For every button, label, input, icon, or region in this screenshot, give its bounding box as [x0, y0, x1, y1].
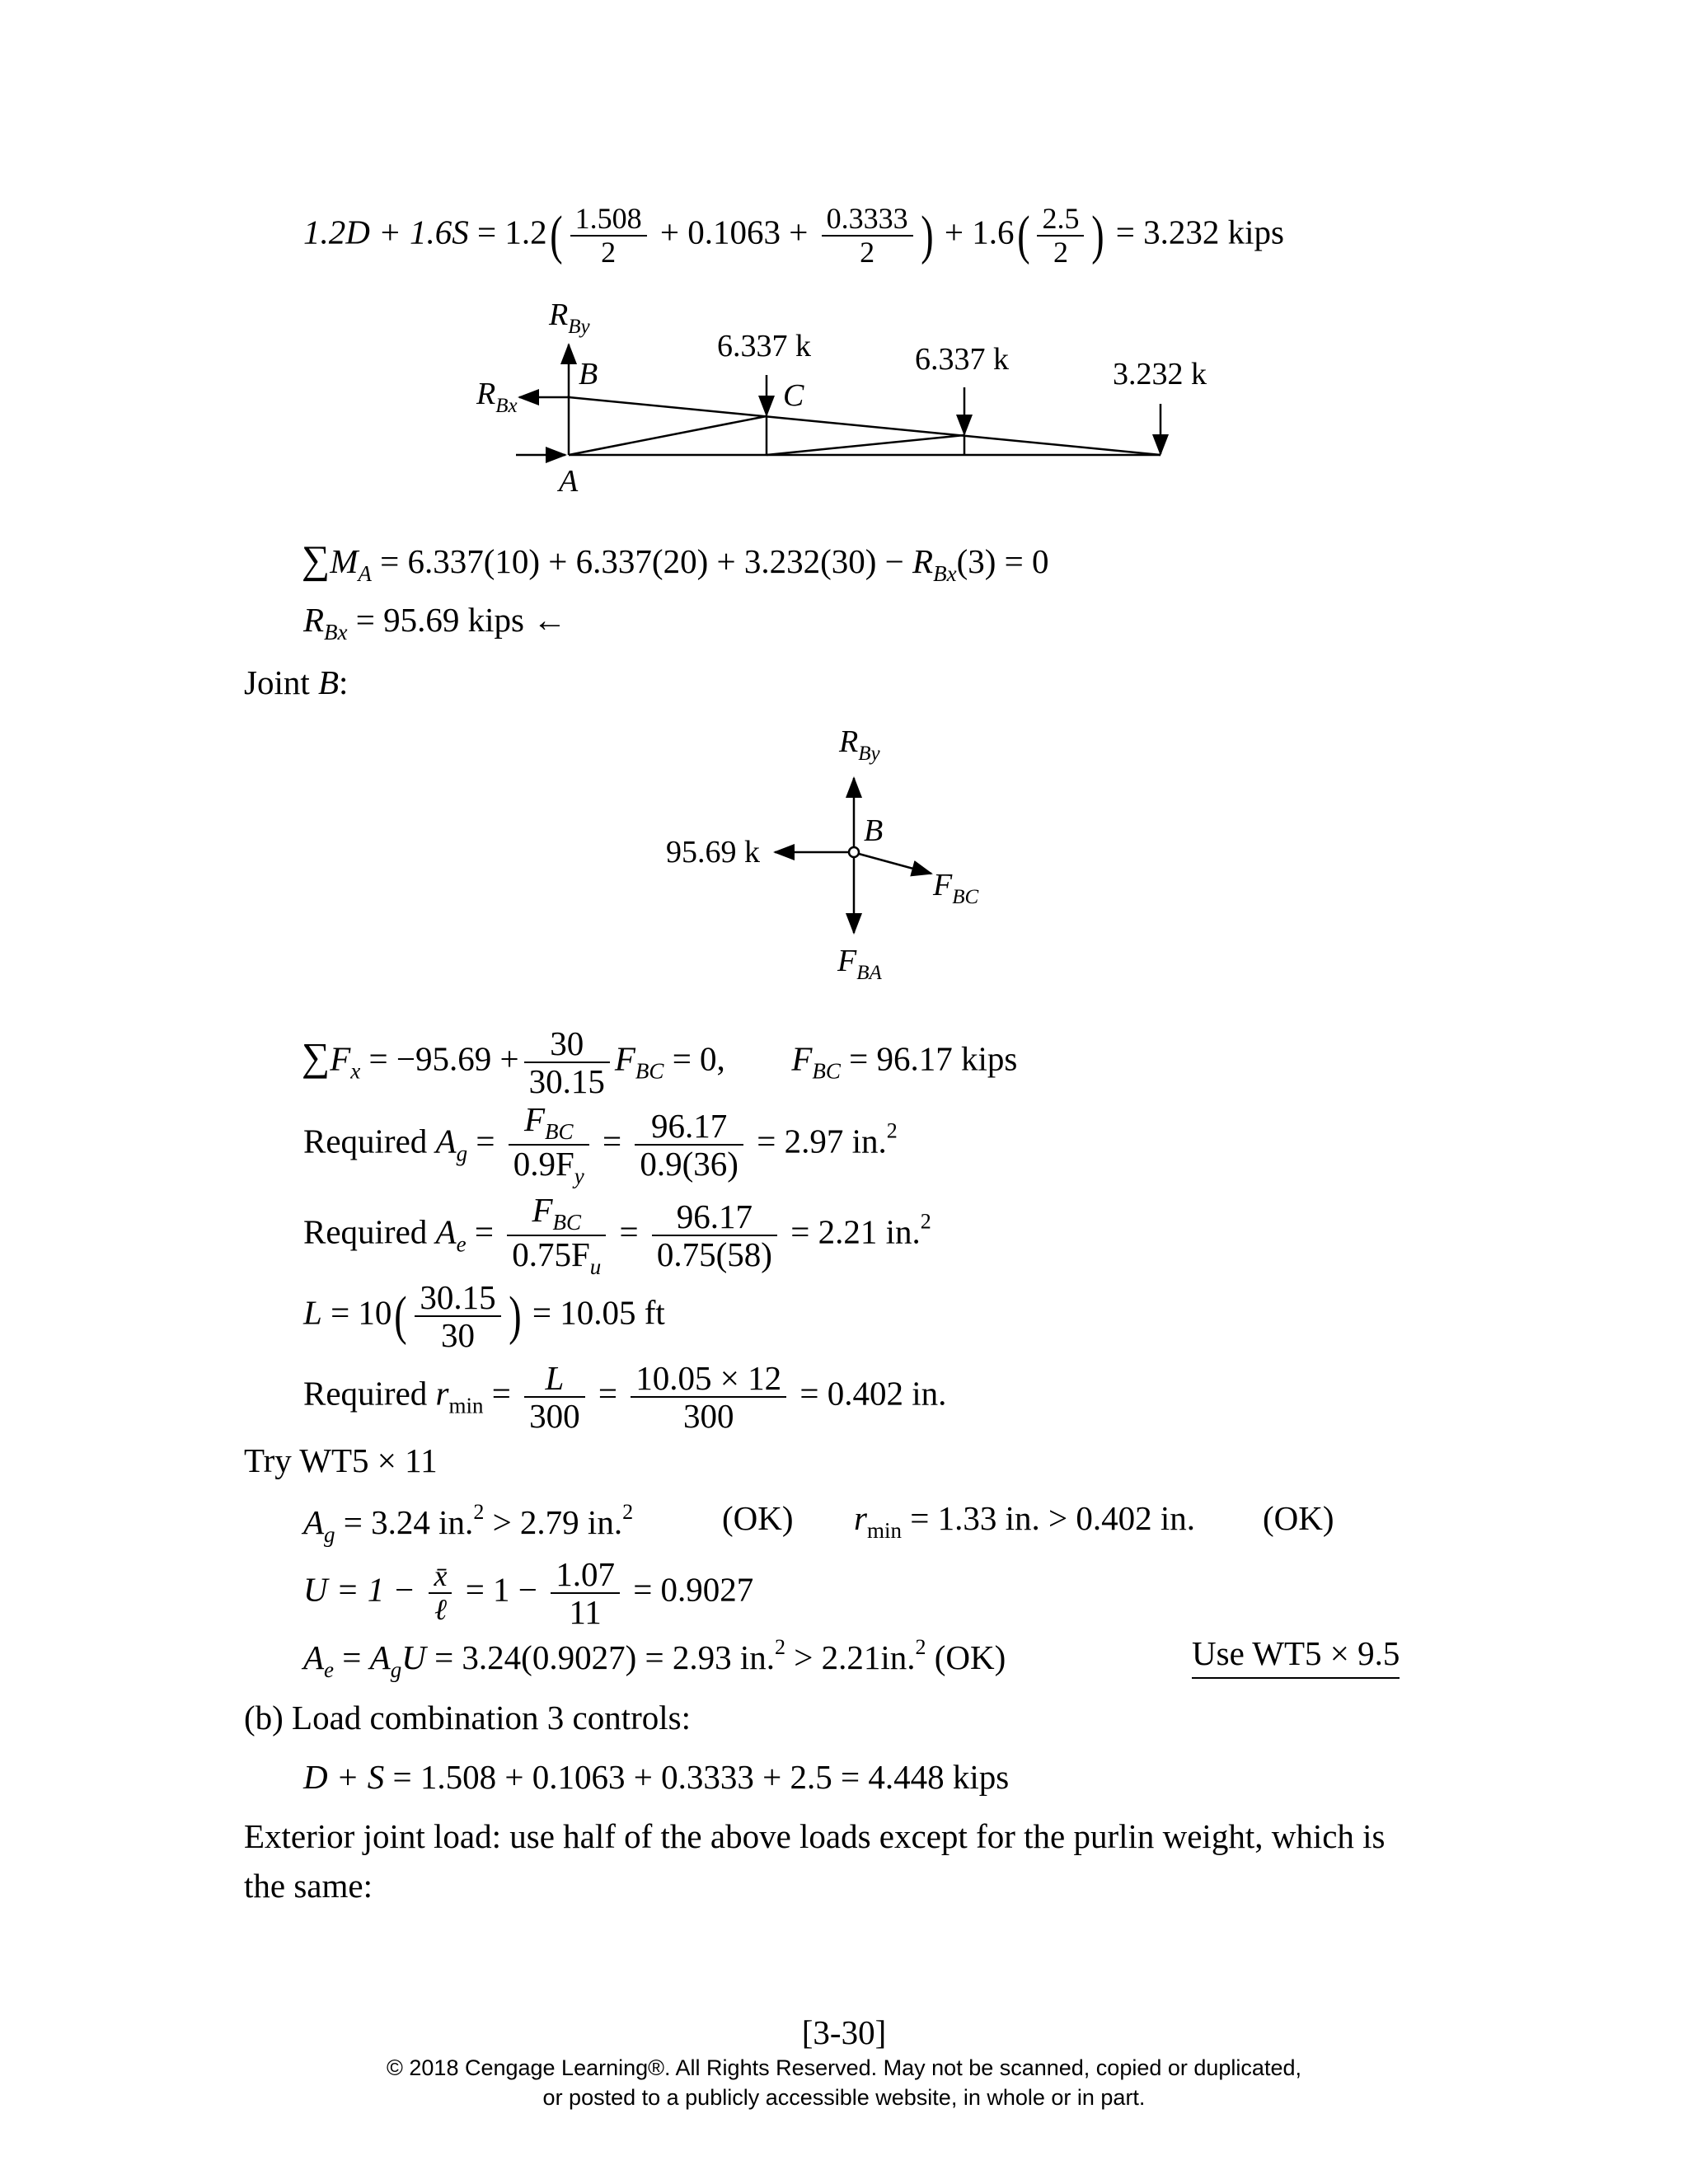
fraction: $\frac{L}{300}$	[524, 1360, 585, 1435]
paragraph-line-2: the same:	[244, 1867, 373, 1905]
truss-diagonal-2	[767, 435, 964, 455]
part-b-heading: (b) Load combination 3 controls:	[244, 1699, 691, 1736]
fraction: $\frac{0.3333}{2}$	[822, 203, 913, 269]
fraction: $\frac{F_{BC}}{0.9F_y}$	[509, 1101, 589, 1188]
dead-snow-equation: D + S = 1.508 + 0.1063 + 0.3333 + 2.5 = 4.448 kips	[303, 1758, 1010, 1796]
truss-top-chord	[569, 397, 1160, 455]
fbd-label-fba: $F_{BA}$	[837, 944, 882, 984]
fbd-arrow-bc	[859, 854, 931, 874]
shear-lag-equation: U = 1 − $\frac{x̄}{\text{ℓ}}$ = 1 − $\frac{1.07}{11}$ = 0.9027	[303, 1555, 754, 1632]
copyright-line-1: © 2018 Cengage Learning®. All Rights Reserved. May not be scanned, copied or duplicated,	[387, 2055, 1301, 2080]
use-section: Use WT5 × 9.5	[1192, 1637, 1400, 1671]
fbd-label-fbc: $F_{BC}$	[933, 868, 979, 908]
load-label-1: 6.337 k	[717, 329, 811, 363]
fbd-label-rby: $R_{By}$	[839, 725, 880, 765]
label-joint-a: A	[559, 464, 579, 499]
fbd-label-load: 95.69 k	[666, 835, 760, 869]
truss-diagonal-1	[569, 416, 767, 455]
load-label-3: 3.232 k	[1113, 357, 1207, 391]
required-ae-equation: Required $A_e$ = $\frac{F_{BC}}{0.75F_u}$ = $\frac{96.17}{0.75(58)}$ = 2.21 in.$^2$	[303, 1191, 931, 1280]
fraction: $\frac{F_{BC}}{0.75F_u}$	[507, 1192, 606, 1279]
required-rmin-equation: Required $r_{min}$ = $\frac{L}{300}$ = $\frac{10.05 \times 12}{300}$ = 0.402 in.	[303, 1359, 947, 1436]
copyright-line-2: or posted to a publicly accessible website, in whole or in part.	[542, 2085, 1146, 2110]
ag-check: $A_g = 3.24$ in.$^2$ > 2.79 in.$^2$	[303, 1500, 634, 1547]
ok-label-2: (OK)	[1263, 1499, 1334, 1537]
fraction: $\frac{96.17}{0.75(58)}$	[652, 1198, 777, 1273]
fbd-label-joint-b: B	[864, 813, 884, 848]
moment-equation: $\sum M_A = 6.337(10) + 6.337(20) + 3.232(30) - R_{Bx}(3) = 0$	[302, 538, 1049, 586]
try-section: Try WT5 × 11	[244, 1441, 438, 1479]
rmin-check: $r_{min} = 1.33$ in. > 0.402 in.	[854, 1499, 1196, 1543]
sum-fx-equation: $\sum F_x = -95.69$ + $\frac{30}{30.15}$ $F_{BC} = 0$, $F_{BC} = 96.17$ kips	[302, 1024, 1018, 1101]
fraction: $\frac{2.5}{2}$	[1037, 203, 1084, 269]
fraction: $\frac{30.15}{30}$	[415, 1279, 500, 1354]
load-label-2: 6.337 k	[915, 342, 1009, 377]
coef1: 1.2	[504, 213, 547, 251]
truss-diagram	[0, 0, 1688, 511]
fraction: $\frac{1.07}{11}$	[551, 1556, 620, 1631]
label-joint-c: C	[783, 378, 804, 413]
joint-node	[849, 847, 859, 857]
fraction: $\frac{30}{30.15}$	[524, 1025, 610, 1100]
ae-check: $A_e = A_gU = 3.24(0.9027) = 2.93$ in.$^2$ > 2.21in.$^2$ (OK)	[303, 1635, 1006, 1682]
label-rbx: $R_{Bx}$	[476, 377, 518, 417]
result: 3.232 kips	[1143, 213, 1284, 251]
length-equation: L = 10( $\frac{30.15}{30}$ ) = 10.05 ft	[303, 1278, 665, 1355]
page-number: [3-30]	[801, 2013, 887, 2051]
ok-label-1: (OK)	[722, 1499, 794, 1537]
load-combination-equation: 1.2D + 1.6S = 1.2( $\frac{1.508}{2}$ + 0.1063 + $\frac{0.3333}{2}$ ) + 1.6( $\frac{2.5}{2}$ ) = 3.232 kips	[303, 202, 1284, 269]
label-rby: $R_{By}$	[549, 298, 590, 338]
fraction: $\frac{x̄}{\text{ℓ}}$	[429, 1560, 452, 1626]
fraction: $\frac{96.17}{0.9(36)}$	[635, 1108, 743, 1183]
required-ag-equation: Required $A_g$ = $\frac{F_{BC}}{0.9F_y}$ = $\frac{96.17}{0.9(36)}$ = 2.97 in.$^2$	[303, 1100, 898, 1189]
joint-b-heading: Joint B:	[244, 663, 349, 701]
joint-b-free-body-diagram	[0, 725, 1688, 1005]
fraction: $\frac{10.05 \times 12}{300}$	[631, 1360, 786, 1435]
fraction: $\frac{1.508}{2}$	[570, 203, 647, 269]
label-joint-b: B	[579, 357, 598, 391]
rbx-result: $R_{Bx} = 95.69$ kips ←	[303, 601, 567, 644]
lhs: 1.2D + 1.6S	[303, 213, 469, 251]
paragraph-line-1: Exterior joint load: use half of the above loads except for the purlin weight, which is	[244, 1817, 1386, 1855]
